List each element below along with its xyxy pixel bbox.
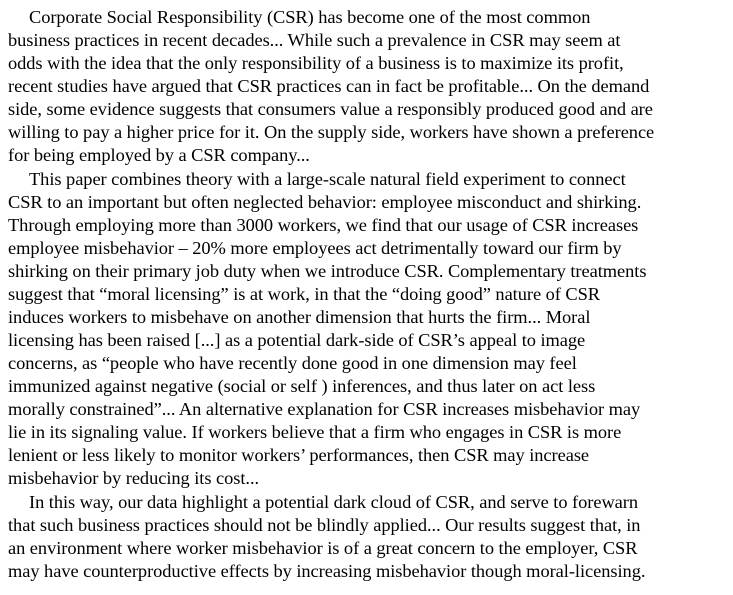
- paragraph-2-line-4: employee misbehavior – 20% more employees act detrimentally toward our firm by: [8, 238, 622, 258]
- paragraph-3-line-3: an environment where worker misbehavior is of a great concern to the employer, CSR: [8, 538, 638, 558]
- paragraph-1-line-2: business practices in recent decades... While such a prevalence in CSR may seem at: [8, 30, 621, 50]
- paragraph-2-line-11: morally constrained”... An alternative explanation for CSR increases misbehavior may: [8, 399, 641, 419]
- paragraph-3-line-4: may have counterproductive effects by increasing misbehavior though moral-licensing.: [8, 561, 646, 581]
- paragraph-1-line-1: Corporate Social Responsibility (CSR) has become one of the most common: [29, 7, 591, 27]
- paragraph-3-line-2: that such business practices should not be blindly applied... Our results suggest that, in: [8, 515, 641, 535]
- paragraph-1-line-6: willing to pay a higher price for it. On the supply side, workers have shown a preference: [8, 122, 655, 142]
- paragraph-1-line-5: side, some evidence suggests that consumers value a responsibly produced good and are: [8, 99, 653, 119]
- paragraph-2-line-9: concerns, as “people who have recently done good in one dimension may feel: [8, 353, 577, 373]
- paragraph-2-line-2: CSR to an important but often neglected behavior: employee misconduct and shirking.: [8, 192, 642, 212]
- paragraph-2-line-5: shirking on their primary job duty when we introduce CSR. Complementary treatments: [8, 261, 647, 281]
- paragraph-2-line-7: induces workers to misbehave on another dimension that hurts the firm... Moral: [8, 307, 591, 327]
- paragraph-1-line-4: recent studies have argued that CSR practices can in fact be profitable... On the demand: [8, 76, 650, 96]
- paragraph-1-line-3: odds with the idea that the only responsibility of a business is to maximize its profit,: [8, 53, 624, 73]
- paragraph-2-line-10: immunized against negative (social or self ) inferences, and thus later on act less: [8, 376, 596, 396]
- paragraph-2-line-6: suggest that “moral licensing” is at work, in that the “doing good” nature of CSR: [8, 284, 600, 304]
- paragraph-1-line-7: for being employed by a CSR company...: [8, 145, 310, 165]
- paragraph-2-line-1: This paper combines theory with a large-scale natural field experiment to connect: [29, 169, 626, 189]
- paragraph-2-line-8: licensing has been raised [...] as a potential dark-side of CSR’s appeal to image: [8, 330, 586, 350]
- paragraph-3-line-1: In this way, our data highlight a potential dark cloud of CSR, and serve to forewarn: [29, 492, 639, 512]
- paragraph-2-line-13: lenient or less likely to monitor workers’ performances, then CSR may increase: [8, 445, 590, 465]
- paragraph-2-line-3: Through employing more than 3000 workers, we find that our usage of CSR increases: [8, 215, 639, 235]
- paragraph-2-line-12: lie in its signaling value. If workers believe that a firm who engages in CSR is more: [8, 422, 622, 442]
- paragraph-2-line-14: misbehavior by reducing its cost...: [8, 468, 260, 488]
